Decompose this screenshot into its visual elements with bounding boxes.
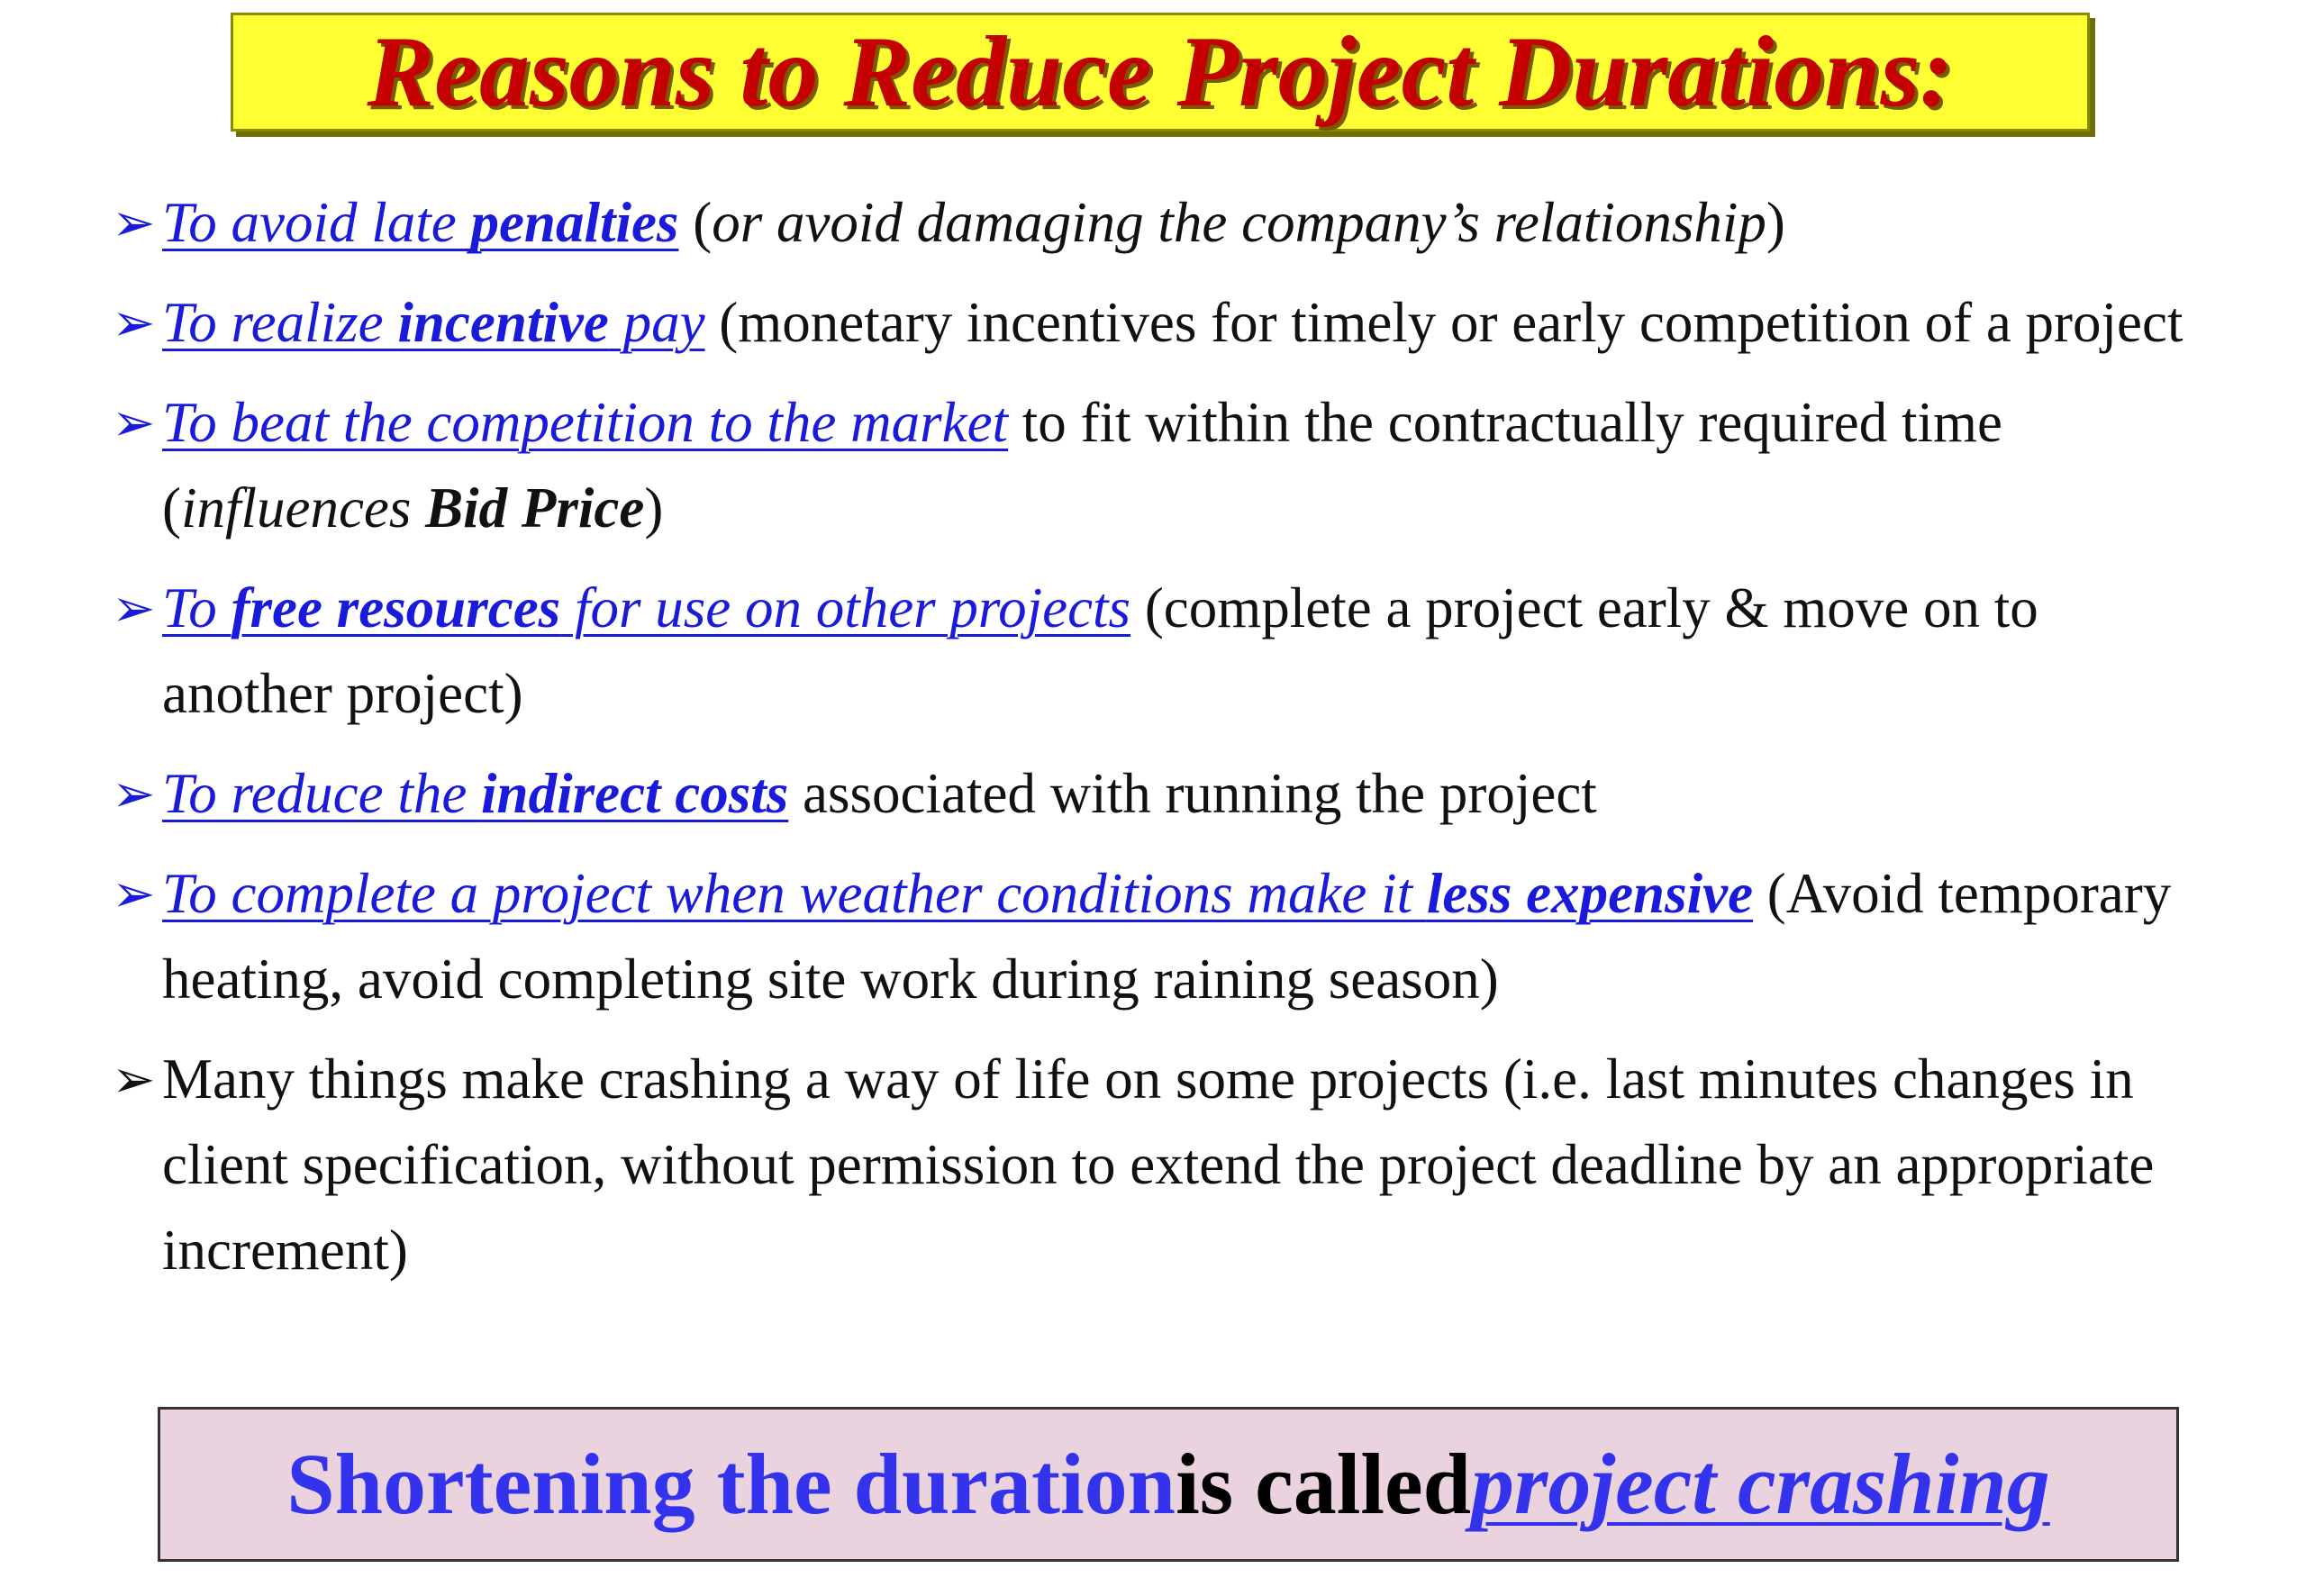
item-bold-text: Bid Price [425,476,645,540]
item-text: ) [1766,191,1785,254]
summary-connector: is called [1176,1436,1472,1532]
project-crashing-link[interactable]: project crashing [1471,1436,2050,1532]
page-title: Reasons to Reduce Project Durations: [367,16,1954,128]
incentive-pay-link[interactable] [162,291,705,354]
weather-conditions-link[interactable] [162,862,1753,925]
arrow-bullet-icon: ➢ [112,394,156,452]
item-text: ( [678,191,713,254]
link-emphasis: penalties [470,191,679,254]
summary-subject: Shortening the duration [286,1436,1176,1532]
title-banner [231,13,2090,131]
list-item [112,380,2211,551]
reasons-list [112,180,2211,1308]
link-text: To complete a project when weather conditions make it [162,862,1427,925]
arrow-bullet-icon: ➢ [112,765,156,823]
indirect-costs-link[interactable] [162,762,788,825]
link-text: pay [608,291,705,354]
link-emphasis: less expensive [1426,862,1754,925]
beat-competition-link[interactable]: To beat the competition to the market [162,391,1009,454]
link-emphasis: incentive [397,291,609,354]
penalties-link[interactable] [162,191,678,254]
item-text: (monetary incentives for timely or early competition of a project [704,291,2183,354]
list-item [112,180,2211,266]
item-text: Many things make crashing a way of life on some projects (i.e. last minutes changes in client specification, without permission to extend the project deadline by an appropriate increment) [162,1047,2155,1282]
link-emphasis: free resources [231,576,561,639]
item-italic-text: or avoid damaging the company’s relationship [712,191,1766,254]
arrow-bullet-icon: ➢ [112,865,156,923]
link-emphasis: indirect costs [481,762,789,825]
list-item [112,566,2211,737]
item-text: ) [644,476,664,540]
item-text: to fit within the contractually required time ( [162,391,2002,540]
item-italic-text: influences [180,476,426,540]
summary-box [158,1407,2179,1562]
item-text: (complete a project early & move on to another project) [162,576,2038,725]
list-item [112,1037,2211,1293]
link-text: To realize [162,291,398,354]
arrow-bullet-icon: ➢ [112,1050,156,1109]
list-item [112,280,2211,366]
link-text: To avoid late [162,191,471,254]
link-text: To [162,576,232,639]
arrow-bullet-icon: ➢ [112,579,156,638]
item-text: (Avoid temporary heating, avoid completing site work during raining season) [162,862,2172,1011]
link-text: To reduce the [162,762,482,825]
list-item [112,751,2211,837]
arrow-bullet-icon: ➢ [112,194,156,252]
free-resources-link[interactable] [162,576,1130,639]
list-item [112,851,2211,1022]
arrow-bullet-icon: ➢ [112,294,156,352]
link-text: for use on other projects [560,576,1131,639]
item-text: associated with running the project [788,762,1597,825]
